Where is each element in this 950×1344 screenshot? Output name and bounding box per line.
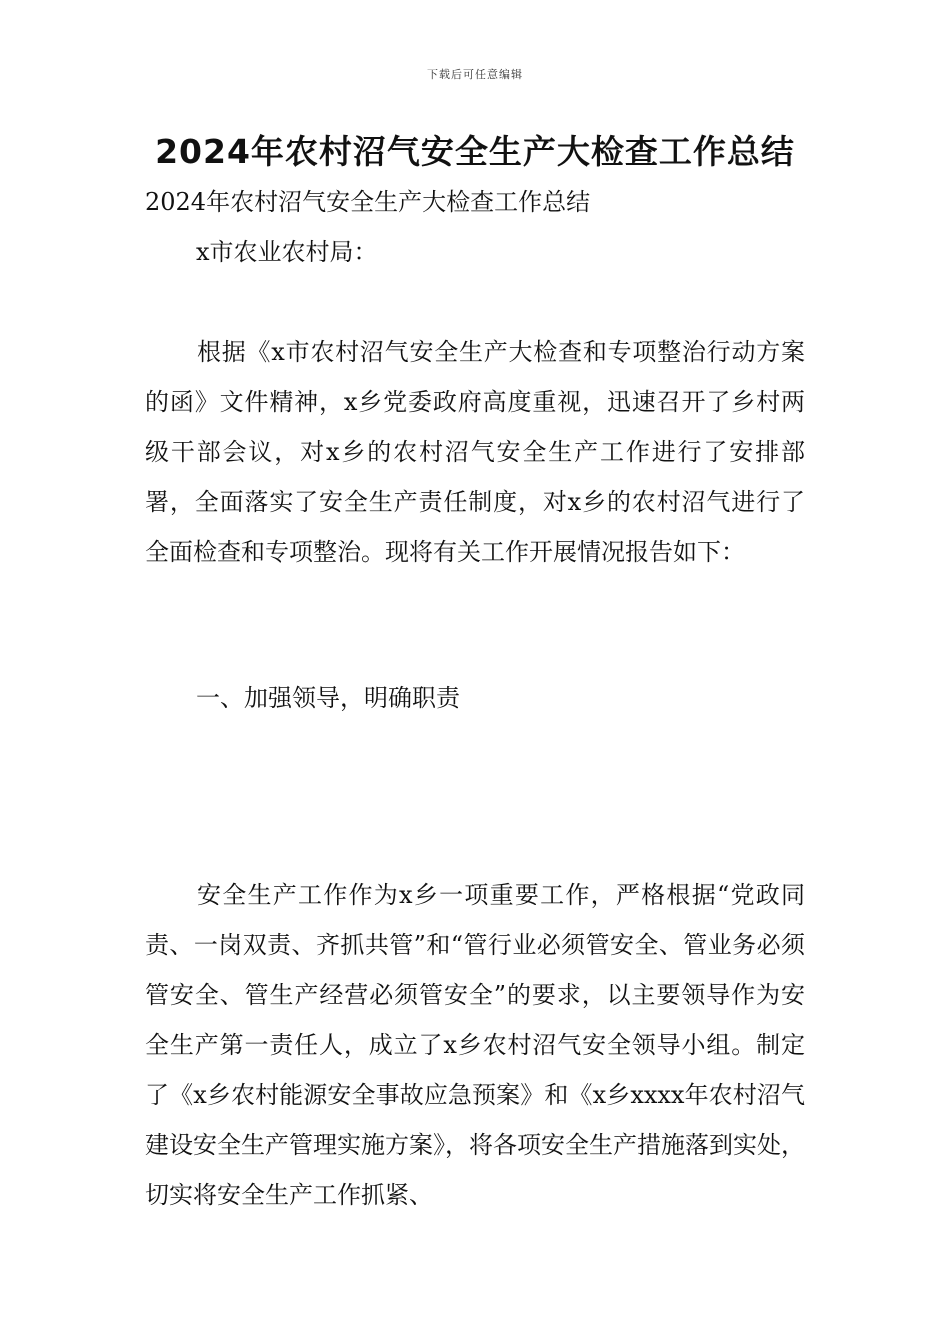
intro-paragraph: 根据《x市农村沼气安全生产大检查和专项整治行动方案的函》文件精神，x乡党委政府高度重视，迅速召开了乡村两级干部会议，对x乡的农村沼气安全生产工作进行了安排部署，全面落实了安全生产责任制度，对x乡的农村沼气进行了全面检查和专项整治。现将有关工作开展情况报告如下：: [145, 338, 805, 566]
header-note: 下载后可任意编辑: [427, 68, 523, 81]
section-body-paragraph: 安全生产工作作为x乡一项重要工作，严格根据“党政同责、一岗双责、齐抓共管”和“管行业必须管安全、管业务必须管安全、管生产经营必须管安全”的要求，以主要领导作为安全生产第一责任人，成立了x乡农村沼气安全领导小组。制定了《x乡农村能源安全事故应急预案》和《x乡xxxx年农村沼气建设安全生产管理实施方案》，将各项安全生产措施落到实处，切实将安全生产工作抓紧、: [145, 881, 805, 1209]
document-title: 2024年农村沼气安全生产大检查工作总结: [155, 132, 795, 171]
salutation: x市农业农村局：: [196, 238, 378, 266]
section-heading: 一、加强领导，明确职责: [196, 684, 460, 712]
document-subtitle: 2024年农村沼气安全生产大检查工作总结: [145, 188, 591, 216]
